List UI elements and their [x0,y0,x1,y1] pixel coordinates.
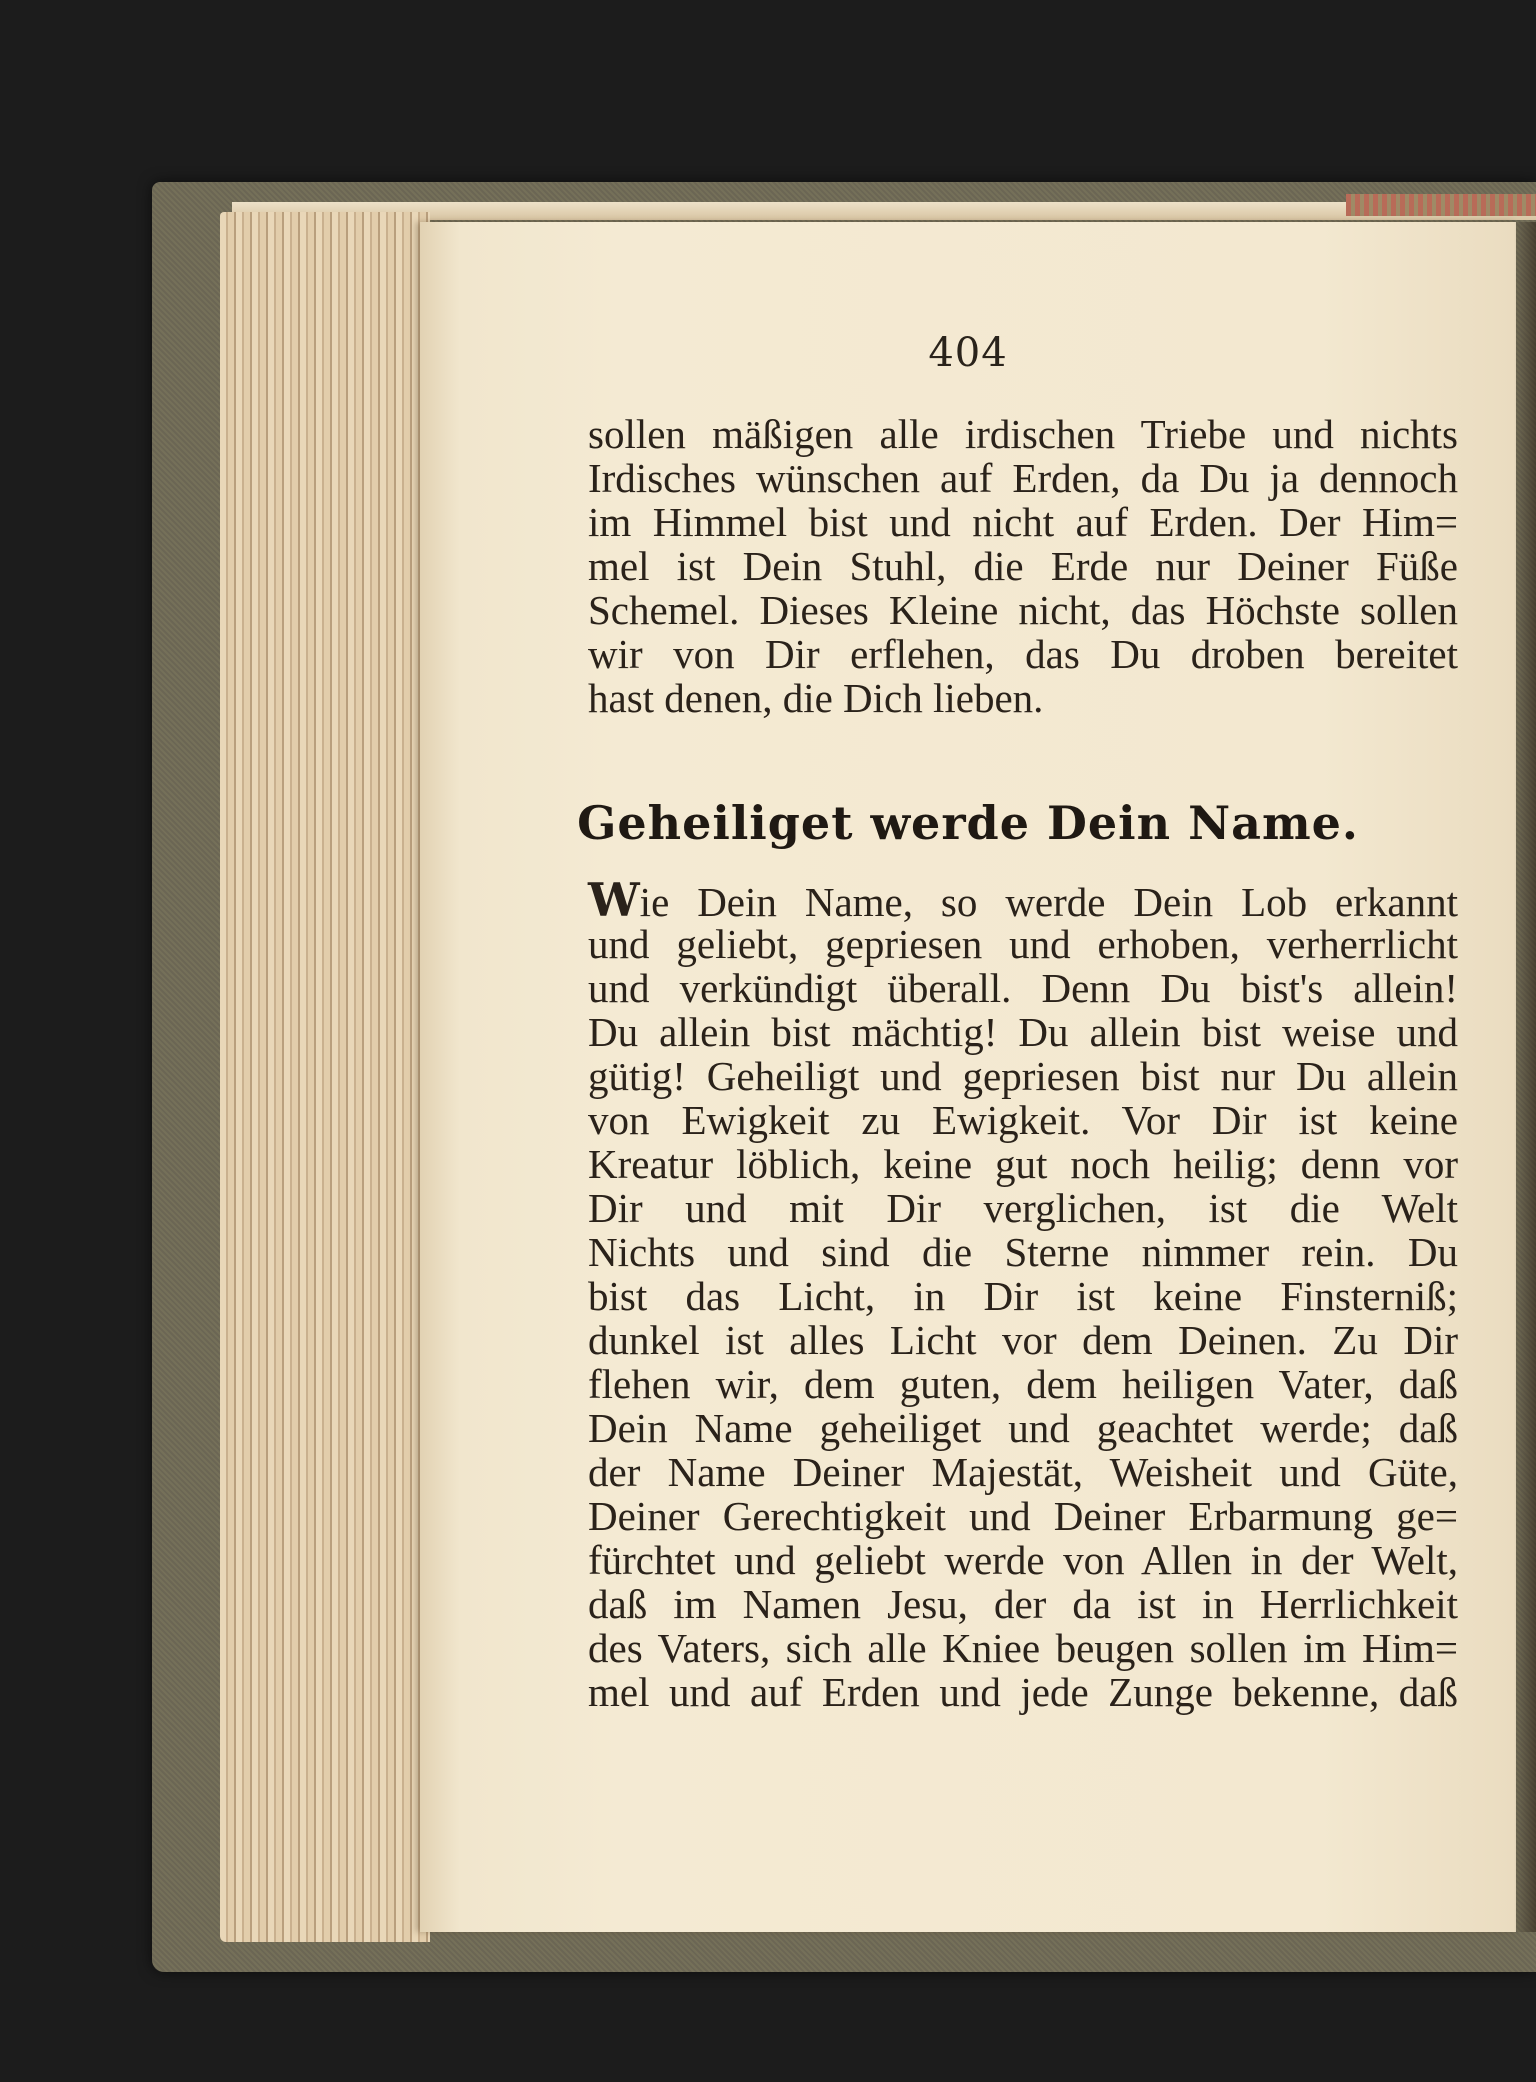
gutter-shadow [1514,222,1536,1932]
page-edges [220,212,430,1942]
book-page [420,222,1516,1932]
text-line: im Himmel bist und nicht auf Erden. Der Him= [588,499,1458,545]
text-line: fürchtet und geliebt werde von Allen in der Welt, [588,1537,1458,1583]
text-line: sollen mäßigen alle irdischen Triebe und nichts [588,411,1458,457]
text-line: daß im Namen Jesu, der da ist in Herrlichkeit [588,1581,1458,1627]
text-line: und verkündigt überall. Denn Du bist's allein! [588,965,1458,1011]
text-line: bist das Licht, in Dir ist keine Finsterniß; [588,1273,1458,1319]
text-line: gütig! Geheiligt und gepriesen bist nur Du allein [588,1053,1458,1099]
text-line: des Vaters, sich alle Kniee beugen sollen im Him= [588,1625,1458,1671]
section-heading: Geheiliget werde Dein Name. [577,796,1359,850]
text-line: und geliebt, gepriesen und erhoben, verherrlicht [588,921,1458,967]
page-top-edge-accent [1346,194,1536,216]
text-line: mel ist Dein Stuhl, die Erde nur Deiner Füße [588,543,1458,589]
text-line: hast denen, die Dich lieben. [588,675,1044,721]
text-line: wir von Dir erflehen, das Du droben bereitet [588,631,1458,677]
drop-capital: W [588,873,640,927]
text-line-rest: ie Dein Name, so werde Dein Lob erkannt [639,879,1458,925]
text-line: Irdisches wünschen auf Erden, da Du ja dennoch [588,455,1458,501]
page-number: 404 [928,330,1008,376]
text-line: Schemel. Dieses Kleine nicht, das Höchste sollen [588,587,1458,633]
text-line: der Name Deiner Majestät, Weisheit und Güte, [588,1449,1458,1495]
text-line: Du allein bist mächtig! Du allein bist weise und [588,1009,1458,1055]
text-line: dunkel ist alles Licht vor dem Deinen. Zu Dir [588,1317,1458,1363]
text-line: Kreatur löblich, keine gut noch heilig; denn vor [588,1141,1458,1187]
text-line: Dir und mit Dir verglichen, ist die Welt [588,1185,1458,1231]
text-line: Dein Name geheiliget und geachtet werde; daß [588,1405,1458,1451]
text-line: von Ewigkeit zu Ewigkeit. Vor Dir ist keine [588,1097,1458,1143]
text-line: mel und auf Erden und jede Zunge bekenne, daß [588,1669,1458,1715]
text-line-first [588,873,1458,927]
text-line: Deiner Gerechtigkeit und Deiner Erbarmung ge= [588,1493,1458,1539]
text-line: flehen wir, dem guten, dem heiligen Vater, daß [588,1361,1458,1407]
text-line: Nichts und sind die Sterne nimmer rein. Du [588,1229,1458,1275]
